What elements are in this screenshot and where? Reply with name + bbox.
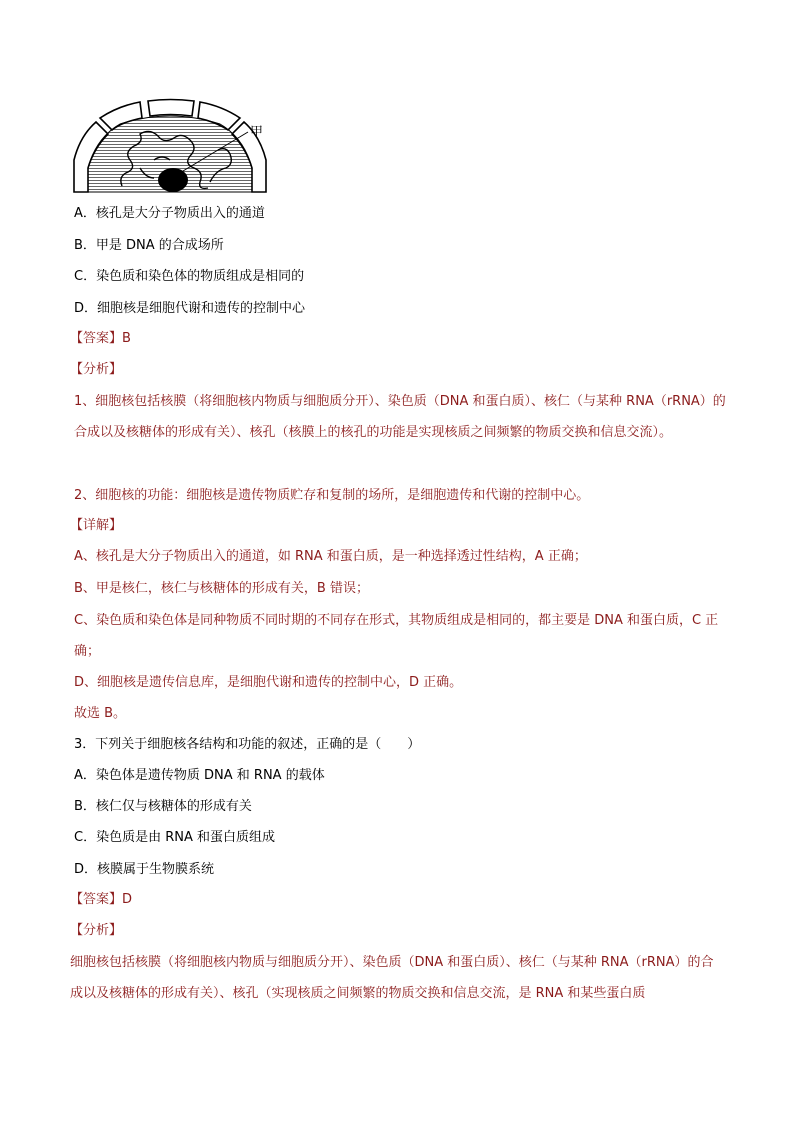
figure-label: 甲 [250,125,264,140]
q2-conclusion: 故选 B。 [74,706,127,721]
q3-stem: 3．下列关于细胞核各结构和功能的叙述，正确的是（ ） [74,737,421,752]
q3-analysis-heading: 【分析】 [70,923,123,938]
q3-answer: 【答案】D [70,892,133,907]
q2-option-a: A．核孔是大分子物质出入的通道 [74,206,265,221]
q2-analysis-1: 1、细胞核包括核膜（将细胞核内物质与细胞质分开）、染色质（DNA 和蛋白质）、核仁（与某种 RNA（rRNA）的合成以及核糖体的形成有关）、核孔（核膜上的核孔的功能是实现核质之间频繁的物质交换和信息交流）。 [74,394,726,440]
q3-analysis: 细胞核包括核膜（将细胞核内物质与细胞质分开）、染色质（DNA 和蛋白质）、核仁（与某种 RNA（rRNA）的合成以及核糖体的形成有关）、核孔（实现核质之间频繁的物质交换和信息交流，是 RNA 和某些蛋白质 [70,955,714,1001]
q2-detail-heading: 【详解】 [70,518,123,533]
q2-option-b: B．甲是 DNA 的合成场所 [74,238,224,253]
q2-detail-a: A、核孔是大分子物质出入的通道，如 RNA 和蛋白质，是一种选择透过性结构，A 正确； [74,549,587,564]
q2-answer: 【答案】B [70,331,131,346]
q2-analysis-2: 2、细胞核的功能：细胞核是遗传物质贮存和复制的场所，是细胞遗传和代谢的控制中心。 [74,488,590,503]
q3-option-c: C．染色质是由 RNA 和蛋白质组成 [74,830,275,845]
q2-detail-c: C、染色质和染色体是同种物质不同时期的不同存在形式，其物质组成是相同的，都主要是 DNA 和蛋白质，C 正确； [74,613,719,659]
nucleus-diagram [70,98,270,196]
q2-option-c: C．染色质和染色体的物质组成是相同的 [74,269,305,284]
q2-option-d: D．细胞核是细胞代谢和遗传的控制中心 [74,301,306,316]
q2-detail-d: D、细胞核是遗传信息库，是细胞代谢和遗传的控制中心，D 正确。 [74,675,463,690]
nucleolus [158,168,188,192]
q3-option-b: B．核仁仅与核糖体的形成有关 [74,799,252,814]
q3-option-a: A．染色体是遗传物质 DNA 和 RNA 的载体 [74,768,325,783]
q2-detail-b: B、甲是核仁，核仁与核糖体的形成有关，B 错误； [74,581,369,596]
q3-option-d: D．核膜属于生物膜系统 [74,862,215,877]
q2-analysis-heading: 【分析】 [70,362,123,377]
